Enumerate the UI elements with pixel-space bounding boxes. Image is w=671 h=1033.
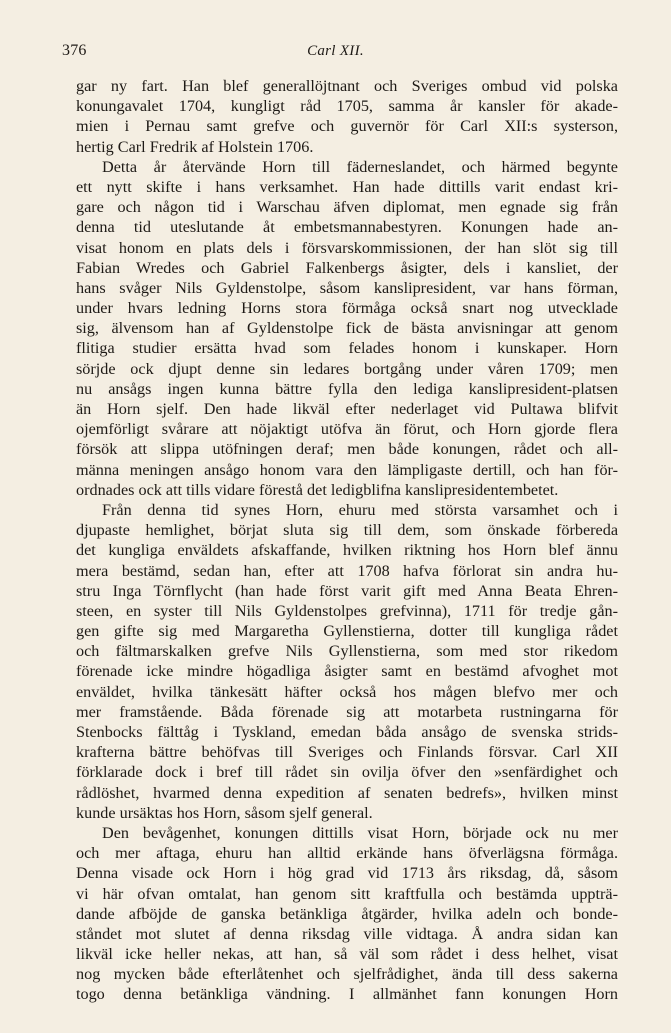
text-line: hans svåger Nils Gyldenstolpe, såsom kanslipresident, var hans förman, (76, 278, 618, 297)
text-line: och mer aftaga, ehuru han alltid erkände hans öfverlägsna förmåga. (76, 844, 618, 863)
text-line: enväldet, hvilka tänkesätt häfter också hos mågen blefvo mer och (76, 682, 618, 701)
text-line: rådlöshet, hvarmed denna expedition af senaten bedrefs», hvilken minst (76, 783, 618, 802)
text-line: dande afböjde de ganska betänkliga åtgärder, hvilka adeln och bonde- (76, 904, 618, 923)
text-line: stru Inga Törnflycht (han hade först varit gift med Anna Beata Ehren- (76, 581, 618, 600)
text-line: förenade icke mindre högadliga åsigter samt en bestämd afvoghet mot (76, 662, 618, 681)
text-line: visat honom en plats dels i försvarskommissionen, der han slöt sig till (76, 238, 618, 257)
text-line: ståndet mot slutet af denna riksdag ville vidtaga. Å andra sidan kan (76, 924, 618, 943)
text-line: nu ansågs ingen kunna bättre fylla den lediga kanslipresident-platsen (76, 379, 618, 398)
text-line: likväl icke heller nekas, att han, så väl som rådet i dess helhet, visat (76, 945, 618, 964)
text-line: nog mycken både efterlåtenhet och sjelfrådighet, ända till dess sakerna (76, 965, 618, 984)
body-text (76, 76, 618, 1005)
text-line: gar ny fart. Han blef generallöjtnant och Sveriges ombud vid polska (76, 77, 618, 95)
text-line: ordnades ock att tills vidare förestå det ledigblifna kanslipresidentembetet. (76, 480, 559, 499)
text-line: ojemförligt svårare att nöjaktigt utöfva än förut, och Horn gjorde flera (76, 420, 618, 439)
text-line: djupaste hemlighet, börjat sluta sig till dem, som önskade förbereda (76, 521, 618, 540)
text-line: hertig Carl Fredrik af Holstein 1706. (76, 137, 314, 156)
text-line: ett nytt skifte i hans verksamhet. Han hade dittills varit endast kri- (76, 177, 618, 196)
text-line: steen, en syster till Nils Gyldenstolpes grefvinna), 1711 för tredje gån- (76, 601, 618, 620)
text-line: konungavalet 1704, kungligt råd 1705, samma år kansler för akade- (76, 97, 618, 116)
text-line: mera bestämd, sedan han, efter att 1708 hafva förlorat sin andra hu- (76, 561, 618, 580)
text-line: och fältmarskalken grefve Nils Gyllenstierna, som med stor rikedom (76, 642, 618, 661)
page-number: 376 (62, 42, 87, 59)
text-line: förklarade dock i bref till rådet sin ovilja öfver den »senfärdighet och (76, 763, 618, 782)
text-line: Från denna tid synes Horn, ehuru med största varsamhet och i (102, 500, 618, 519)
text-line: krafterna bättre behöfvas till Sveriges och Finlands försvar. Carl XII (76, 743, 618, 762)
text-line: Detta år återvände Horn till fäderneslandet, och härmed begynte (102, 157, 618, 176)
text-line: vi här ofvan omtalat, han genom sitt kraftfulla och bestämda uppträ- (76, 884, 618, 903)
text-line: mien i Pernau samt grefve och guvernör för Carl XII:s systerson, (76, 117, 618, 136)
text-line: det kungliga enväldets afskaffande, hvilken riktning hos Horn blef ännu (76, 541, 618, 560)
text-line: mer framstående. Båda förenade sig att motarbeta rustningarna för (76, 702, 618, 721)
text-line: denna tid uteslutande åt embetsmannabestyren. Konungen hade an- (76, 218, 618, 237)
text-line: männa meningen ansågo honom vara den lämpligaste dertill, och han för- (76, 460, 618, 479)
text-line: Stenbocks fälttåg i Tyskland, emedan båda ansågo de svenska strids- (76, 723, 618, 741)
text-line: Fabian Wredes och Gabriel Falkenbergs åsigter, dels i kansliet, der (76, 258, 618, 277)
text-line: sörjde ock djupt denne sin ledares bortgång under våren 1709; men (76, 359, 618, 378)
text-line: gare och någon tid i Warschau äfven diplomat, men egnade sig från (76, 198, 618, 217)
running-head: Carl XII. (307, 43, 364, 59)
text-line: än Horn sjelf. Den hade likväl efter nederlaget vid Pultawa blifvit (76, 400, 618, 418)
text-line: sig, älvensom han af Gyldenstolpe fick de bästa anvisningar att genom (76, 319, 618, 338)
text-line: togo denna betänkliga vändning. I allmänhet fann konungen Horn (76, 985, 618, 1004)
text-line: Den bevågenhet, konungen dittills visat Horn, började ock nu mer (102, 823, 618, 842)
text-line: gen gifte sig med Margaretha Gyllenstierna, dotter till kungliga rådet (76, 622, 618, 641)
text-line: försök att slippa utöfningen deraf; men både konungen, rådet och all- (76, 440, 618, 459)
text-line: under hvars ledning Horns stora förmåga också snart nog utvecklade (76, 299, 618, 318)
text-line: kunde ursäktas hos Horn, såsom sjelf general. (76, 803, 373, 822)
text-line: Denna visade ock Horn i hög grad vid 1713 års riksdag, då, såsom (76, 864, 618, 883)
text-line: flitiga studier ersätta hvad som felades honom i kunskaper. Horn (76, 339, 618, 358)
